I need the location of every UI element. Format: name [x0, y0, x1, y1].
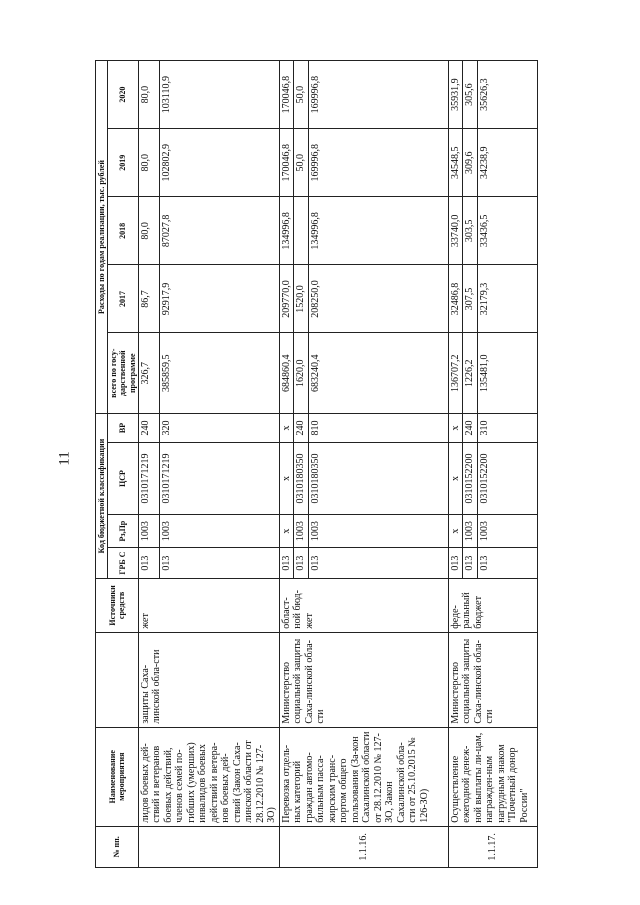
cell-rzpr: x	[448, 515, 463, 548]
cell-2017: 208250,0	[308, 265, 448, 333]
cell-csr: x	[448, 442, 463, 514]
cell-2018: 80,0	[138, 197, 159, 265]
cell-2020: 170046,8	[279, 61, 294, 129]
cell-vr: 240	[294, 413, 309, 442]
funding-source: жет	[138, 579, 279, 633]
executor: Министерство социальной защиты Саха-линской обла-сти	[448, 632, 537, 727]
header-code-group: Код бюджетной классификации	[96, 413, 108, 578]
cell-csr: 0310171219	[159, 442, 279, 514]
row-number: 1.1.16.	[279, 826, 448, 867]
cell-vr: 240	[463, 413, 478, 442]
table-row	[279, 61, 294, 868]
cell-grbs: 013	[477, 548, 537, 579]
funding-source: област-ной бюд-жет	[279, 579, 448, 633]
cell-total: 1620,0	[294, 333, 309, 413]
header-no: № пп.	[96, 826, 139, 867]
cell-rzpr: 1003	[159, 515, 279, 548]
header-grbs: ГРБ С	[108, 548, 139, 579]
cell-csr: 0310152200	[477, 442, 537, 514]
cell-2018: 87027,8	[159, 197, 279, 265]
cell-vr: 320	[159, 413, 279, 442]
cell-2018: 303,5	[463, 197, 478, 265]
cell-rzpr: x	[279, 515, 294, 548]
cell-2019: 169996,8	[308, 129, 448, 197]
cell-2017: 92917,9	[159, 265, 279, 333]
measure-name: Осуществление ежегодной денеж-ной выплаты ли-цам, награжден-ным нагрудным знаком "Почетный донор России"	[448, 727, 537, 826]
cell-rzpr: 1003	[308, 515, 448, 548]
cell-vr: 810	[308, 413, 448, 442]
cell-2018	[294, 197, 309, 265]
table-row	[448, 61, 463, 868]
cell-grbs: 013	[448, 548, 463, 579]
cell-2019: 80,0	[138, 129, 159, 197]
cell-grbs: 013	[279, 548, 294, 579]
cell-2019: 170046,8	[279, 129, 294, 197]
header-row-1	[96, 61, 108, 868]
cell-rzpr: 1003	[477, 515, 537, 548]
header-executor	[96, 632, 139, 727]
cell-rzpr: 1003	[138, 515, 159, 548]
cell-2017: 307,5	[463, 265, 478, 333]
header-vr: ВР	[108, 413, 139, 442]
measure-name: лидов боевых дей-ствий и ветеранов боевых действий, членов семей по-гибших (умерших) инвалидов боевых действий и ветера-нов боевых дей-ствий (Закон Саха-линской области от 28.12.2010 № 127-ЗО)	[138, 727, 279, 826]
cell-2018: 134996,8	[308, 197, 448, 265]
cell-rzpr: 1003	[463, 515, 478, 548]
cell-csr: x	[279, 442, 294, 514]
cell-2018: 134996,8	[279, 197, 294, 265]
cell-grbs: 013	[138, 548, 159, 579]
header-total: всего по госу-дарственной программе	[108, 333, 139, 413]
cell-grbs: 013	[159, 548, 279, 579]
cell-vr: x	[448, 413, 463, 442]
cell-csr: 0310180350	[294, 442, 309, 514]
budget-table-rotated	[95, 60, 530, 868]
cell-2017: 32486,8	[448, 265, 463, 333]
table-row	[138, 61, 159, 868]
executor: Министерство социальной защиты Саха-линской обла-сти	[279, 632, 448, 727]
cell-2017: 209770,0	[279, 265, 294, 333]
header-2019: 2019	[108, 129, 139, 197]
cell-grbs: 013	[294, 548, 309, 579]
cell-rzpr: 1003	[294, 515, 309, 548]
cell-2019: 102802,9	[159, 129, 279, 197]
cell-2017: 32179,3	[477, 265, 537, 333]
executor: защиты Саха-линской обла-сти	[138, 632, 279, 727]
cell-grbs: 013	[308, 548, 448, 579]
header-name: Наименование мероприятия	[96, 727, 139, 826]
cell-vr: 240	[138, 413, 159, 442]
budget-table	[95, 60, 538, 868]
cell-vr: x	[279, 413, 294, 442]
header-2018: 2018	[108, 197, 139, 265]
measure-name: Перевозка отдель-ных категорий граждан автомо-бильным пасса-жирским транс-портом общего пользования (За-кон Сахалинской области от 28.12.2010 № 127-ЗО, Закон Сахалинской обла-сти от 25.10.2015 № 126-ЗО)	[279, 727, 448, 826]
cell-csr: 0310180350	[308, 442, 448, 514]
cell-2019: 34238,9	[477, 129, 537, 197]
cell-total: 683240,4	[308, 333, 448, 413]
funding-source: феде-ральный бюджет	[448, 579, 537, 633]
page-number: 11	[56, 451, 73, 466]
cell-csr: 0310171219	[138, 442, 159, 514]
cell-total: 326,7	[138, 333, 159, 413]
header-2017: 2017	[108, 265, 139, 333]
cell-total: 684860,4	[279, 333, 294, 413]
cell-2018: 33436,5	[477, 197, 537, 265]
cell-csr: 0310152200	[463, 442, 478, 514]
cell-vr: 310	[477, 413, 537, 442]
cell-2019: 50,0	[294, 129, 309, 197]
header-csr: ЦСР	[108, 442, 139, 514]
cell-total: 385859,5	[159, 333, 279, 413]
cell-2020: 35931,9	[448, 61, 463, 129]
cell-2020: 103110,9	[159, 61, 279, 129]
header-source: Источники средств	[96, 579, 139, 633]
cell-2019: 34548,5	[448, 129, 463, 197]
cell-2017: 1520,0	[294, 265, 309, 333]
cell-total: 1226,2	[463, 333, 478, 413]
cell-2020: 35626,3	[477, 61, 537, 129]
cell-2020: 169996,8	[308, 61, 448, 129]
cell-2020: 80,0	[138, 61, 159, 129]
cell-2020: 305,6	[463, 61, 478, 129]
header-2020: 2020	[108, 61, 139, 129]
row-number	[138, 826, 279, 867]
cell-2020: 50,0	[294, 61, 309, 129]
cell-total: 136707,2	[448, 333, 463, 413]
cell-2017: 86,7	[138, 265, 159, 333]
header-rzpr: Рз,Пр	[108, 515, 139, 548]
row-number: 1.1.17.	[448, 826, 537, 867]
cell-2019: 309,6	[463, 129, 478, 197]
cell-total: 135481,0	[477, 333, 537, 413]
cell-2018: 33740,0	[448, 197, 463, 265]
cell-grbs: 013	[463, 548, 478, 579]
header-years-group: Расходы по годам реализации, тыс. рублей	[96, 61, 108, 414]
